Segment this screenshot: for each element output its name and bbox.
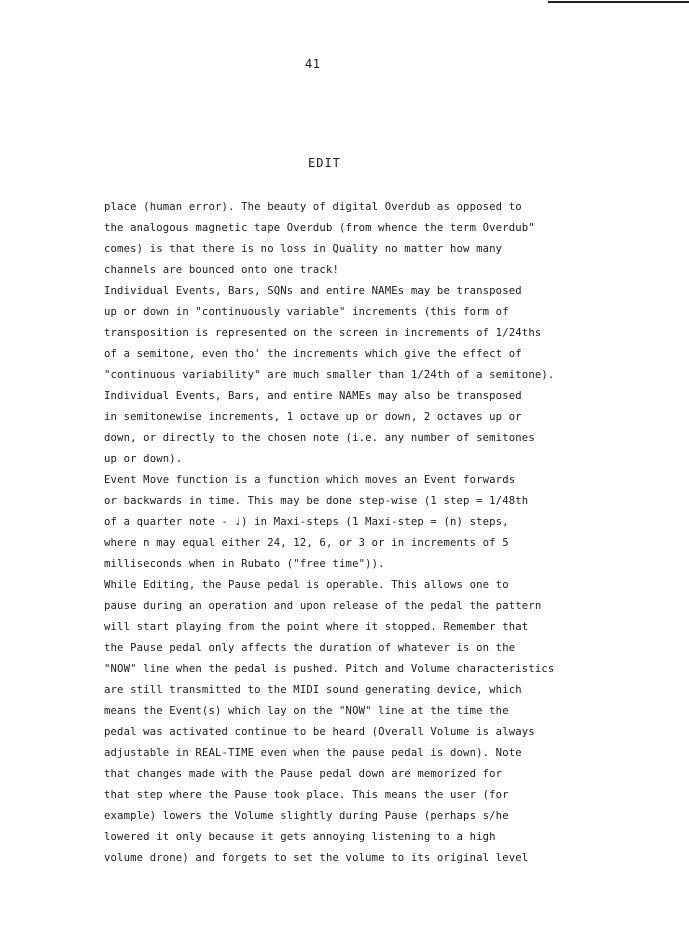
text-line: While Editing, the Pause pedal is operable. This allows one to xyxy=(104,579,509,591)
text-line: are still transmitted to the MIDI sound generating device, which xyxy=(104,684,522,696)
top-rule xyxy=(548,1,689,3)
text-line: channels are bounced onto one track! xyxy=(104,264,340,276)
text-line: of a quarter note - ♩) in Maxi-steps (1 Maxi-step = (n) steps, xyxy=(104,516,509,528)
text-line: pause during an operation and upon release of the pedal the pattern xyxy=(104,600,542,612)
text-line: will start playing from the point where it stopped. Remember that xyxy=(104,621,529,633)
text-line: example) lowers the Volume slightly during Pause (perhaps s/he xyxy=(104,810,509,822)
text-line: in semitonewise increments, 1 octave up or down, 2 octaves up or xyxy=(104,411,522,423)
text-line: place (human error). The beauty of digital Overdub as opposed to xyxy=(104,201,522,213)
section-title: EDIT xyxy=(308,156,341,170)
text-line: milliseconds when in Rubato ("free time")). xyxy=(104,558,385,570)
text-line: of a semitone, even tho' the increments which give the effect of xyxy=(104,348,522,360)
text-line: that step where the Pause took place. This means the user (for xyxy=(104,789,509,801)
text-line: means the Event(s) which lay on the "NOW" line at the time the xyxy=(104,705,509,717)
text-line: Individual Events, Bars, SQNs and entire NAMEs may be transposed xyxy=(104,285,522,297)
text-line: "continuous variability" are much smaller than 1/24th of a semitone). xyxy=(104,369,555,381)
text-line: or backwards in time. This may be done step-wise (1 step = 1/48th xyxy=(104,495,529,507)
text-line: down, or directly to the chosen note (i.e. any number of semitones xyxy=(104,432,535,444)
text-line: the Pause pedal only affects the duration of whatever is on the xyxy=(104,642,516,654)
text-line: the analogous magnetic tape Overdub (from whence the term Overdub" xyxy=(104,222,535,234)
text-line: Event Move function is a function which moves an Event forwards xyxy=(104,474,516,486)
text-line: that changes made with the Pause pedal down are memorized for xyxy=(104,768,503,780)
text-line: up or down in "continuously variable" increments (this form of xyxy=(104,306,509,318)
body-text xyxy=(104,197,664,869)
text-line: comes) is that there is no loss in Quality no matter how many xyxy=(104,243,503,255)
text-line: up or down). xyxy=(104,453,183,465)
text-line: volume drone) and forgets to set the volume to its original level xyxy=(104,852,529,864)
page-number: 41 xyxy=(305,57,321,71)
text-line: "NOW" line when the pedal is pushed. Pitch and Volume characteristics xyxy=(104,663,555,675)
text-line: adjustable in REAL-TIME even when the pause pedal is down). Note xyxy=(104,747,522,759)
text-line: pedal was activated continue to be heard (Overall Volume is always xyxy=(104,726,535,738)
text-line: Individual Events, Bars, and entire NAMEs may also be transposed xyxy=(104,390,522,402)
text-line: lowered it only because it gets annoying listening to a high xyxy=(104,831,496,843)
text-line: transposition is represented on the screen in increments of 1/24ths xyxy=(104,327,542,339)
text-line: where n may equal either 24, 12, 6, or 3 or in increments of 5 xyxy=(104,537,509,549)
